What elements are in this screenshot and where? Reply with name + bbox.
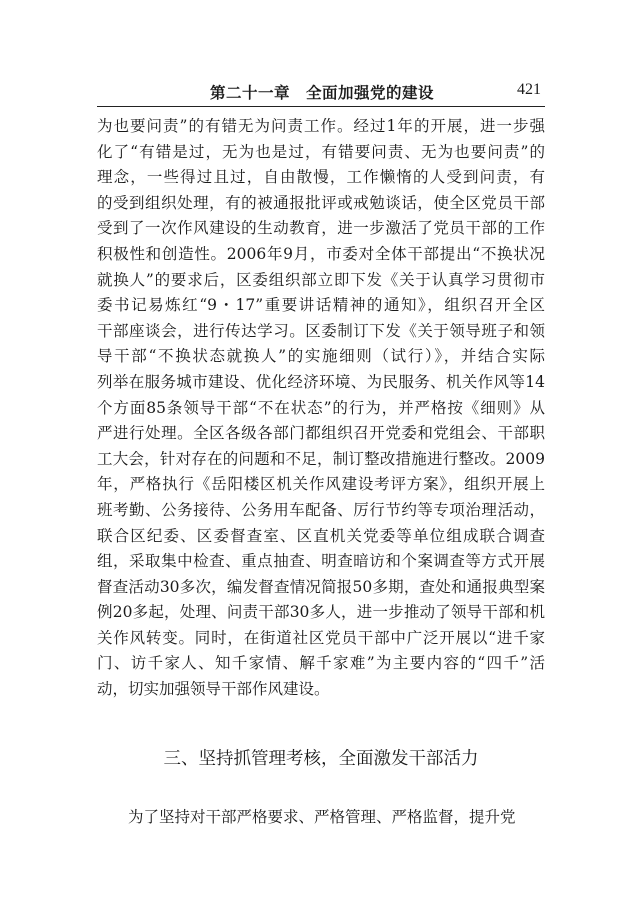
text-line: 个方面85条领导干部“不在状态”的行为，并严格按《细则》从 [97,398,545,417]
text-line: 积极性和创造性。2006年9月，市委对全体干部提出“不换状况 [97,244,545,263]
text-line: 委书记易炼红“9・17”重要讲话精神的通知》，组织召开全区 [97,296,545,315]
chapter-title: 第二十一章 全面加强党的建设 [210,84,435,102]
text-line: 联合区纪委、区委督查室、区直机关党委等单位组成联合调查 [97,526,545,545]
text-line: 列举在服务城市建设、优化经济环境、为民服务、机关作风等14 [97,372,545,391]
text-line: 严进行处理。全区各级各部门都组织召开党委和党组会、干部职 [97,424,545,443]
text-line: 例20多起，处理、问责干部30多人，进一步推动了领导干部和机 [97,603,545,622]
text-line: 门、访千家人、知千家情、解千家难”为主要内容的“四千”活 [97,654,545,673]
text-line: 就换人”的要求后，区委组织部立即下发《关于认真学习贯彻市 [97,270,545,289]
text-line: 受到了一次作风建设的生动教育，进一步激活了党员干部的工作 [97,219,545,238]
body-paragraph [97,114,545,703]
text-line: 年，严格执行《岳阳楼区机关作风建设考评方案》，组织开展上 [97,475,545,494]
text-line: 干部座谈会，进行传达学习。区委制订下发《关于领导班子和领 [97,321,545,340]
section-heading: 三、坚持抓管理考核，全面激发干部活力 [163,749,479,769]
section-paragraph [97,805,545,831]
text-line: 班考勤、公务接待、公务用车配备、厉行节约等专项治理活动， [97,500,545,519]
text-line: 导干部“不换状态就换人”的实施细则（试行）》，并结合实际 [97,347,545,366]
running-header [97,80,545,107]
text-line: 关作风转变。同时，在街道社区党员干部中广泛开展以“进千家 [97,628,545,647]
text-line: 化了“有错是过，无为也是过，有错要问责、无为也要问责”的 [97,142,545,161]
text-line: 组，采取集中检查、重点抽查、明查暗访和个案调查等方式开展 [97,552,545,571]
text-line: 动，切实加强领导干部作风建设。 [97,680,330,699]
text-line: 的受到组织处理，有的被通报批评或戒勉谈话，使全区党员干部 [97,193,545,212]
text-line: 理念，一些得过且过，自由散慢，工作懒惰的人受到问责，有 [97,168,545,187]
text-line: 工大会，针对存在的问题和不足，制订整改措施进行整改。2009 [97,449,545,468]
text-line: 为了坚持对干部严格要求、严格管理、严格监督，提升党 [128,808,516,826]
text-line: 为也要问责”的有错无为问责工作。经过1年的开展，进一步强 [97,117,545,135]
text-line: 督查活动30多次，编发督查情况简报50多期，查处和通报典型案 [97,577,545,596]
page-number: 421 [517,81,541,98]
